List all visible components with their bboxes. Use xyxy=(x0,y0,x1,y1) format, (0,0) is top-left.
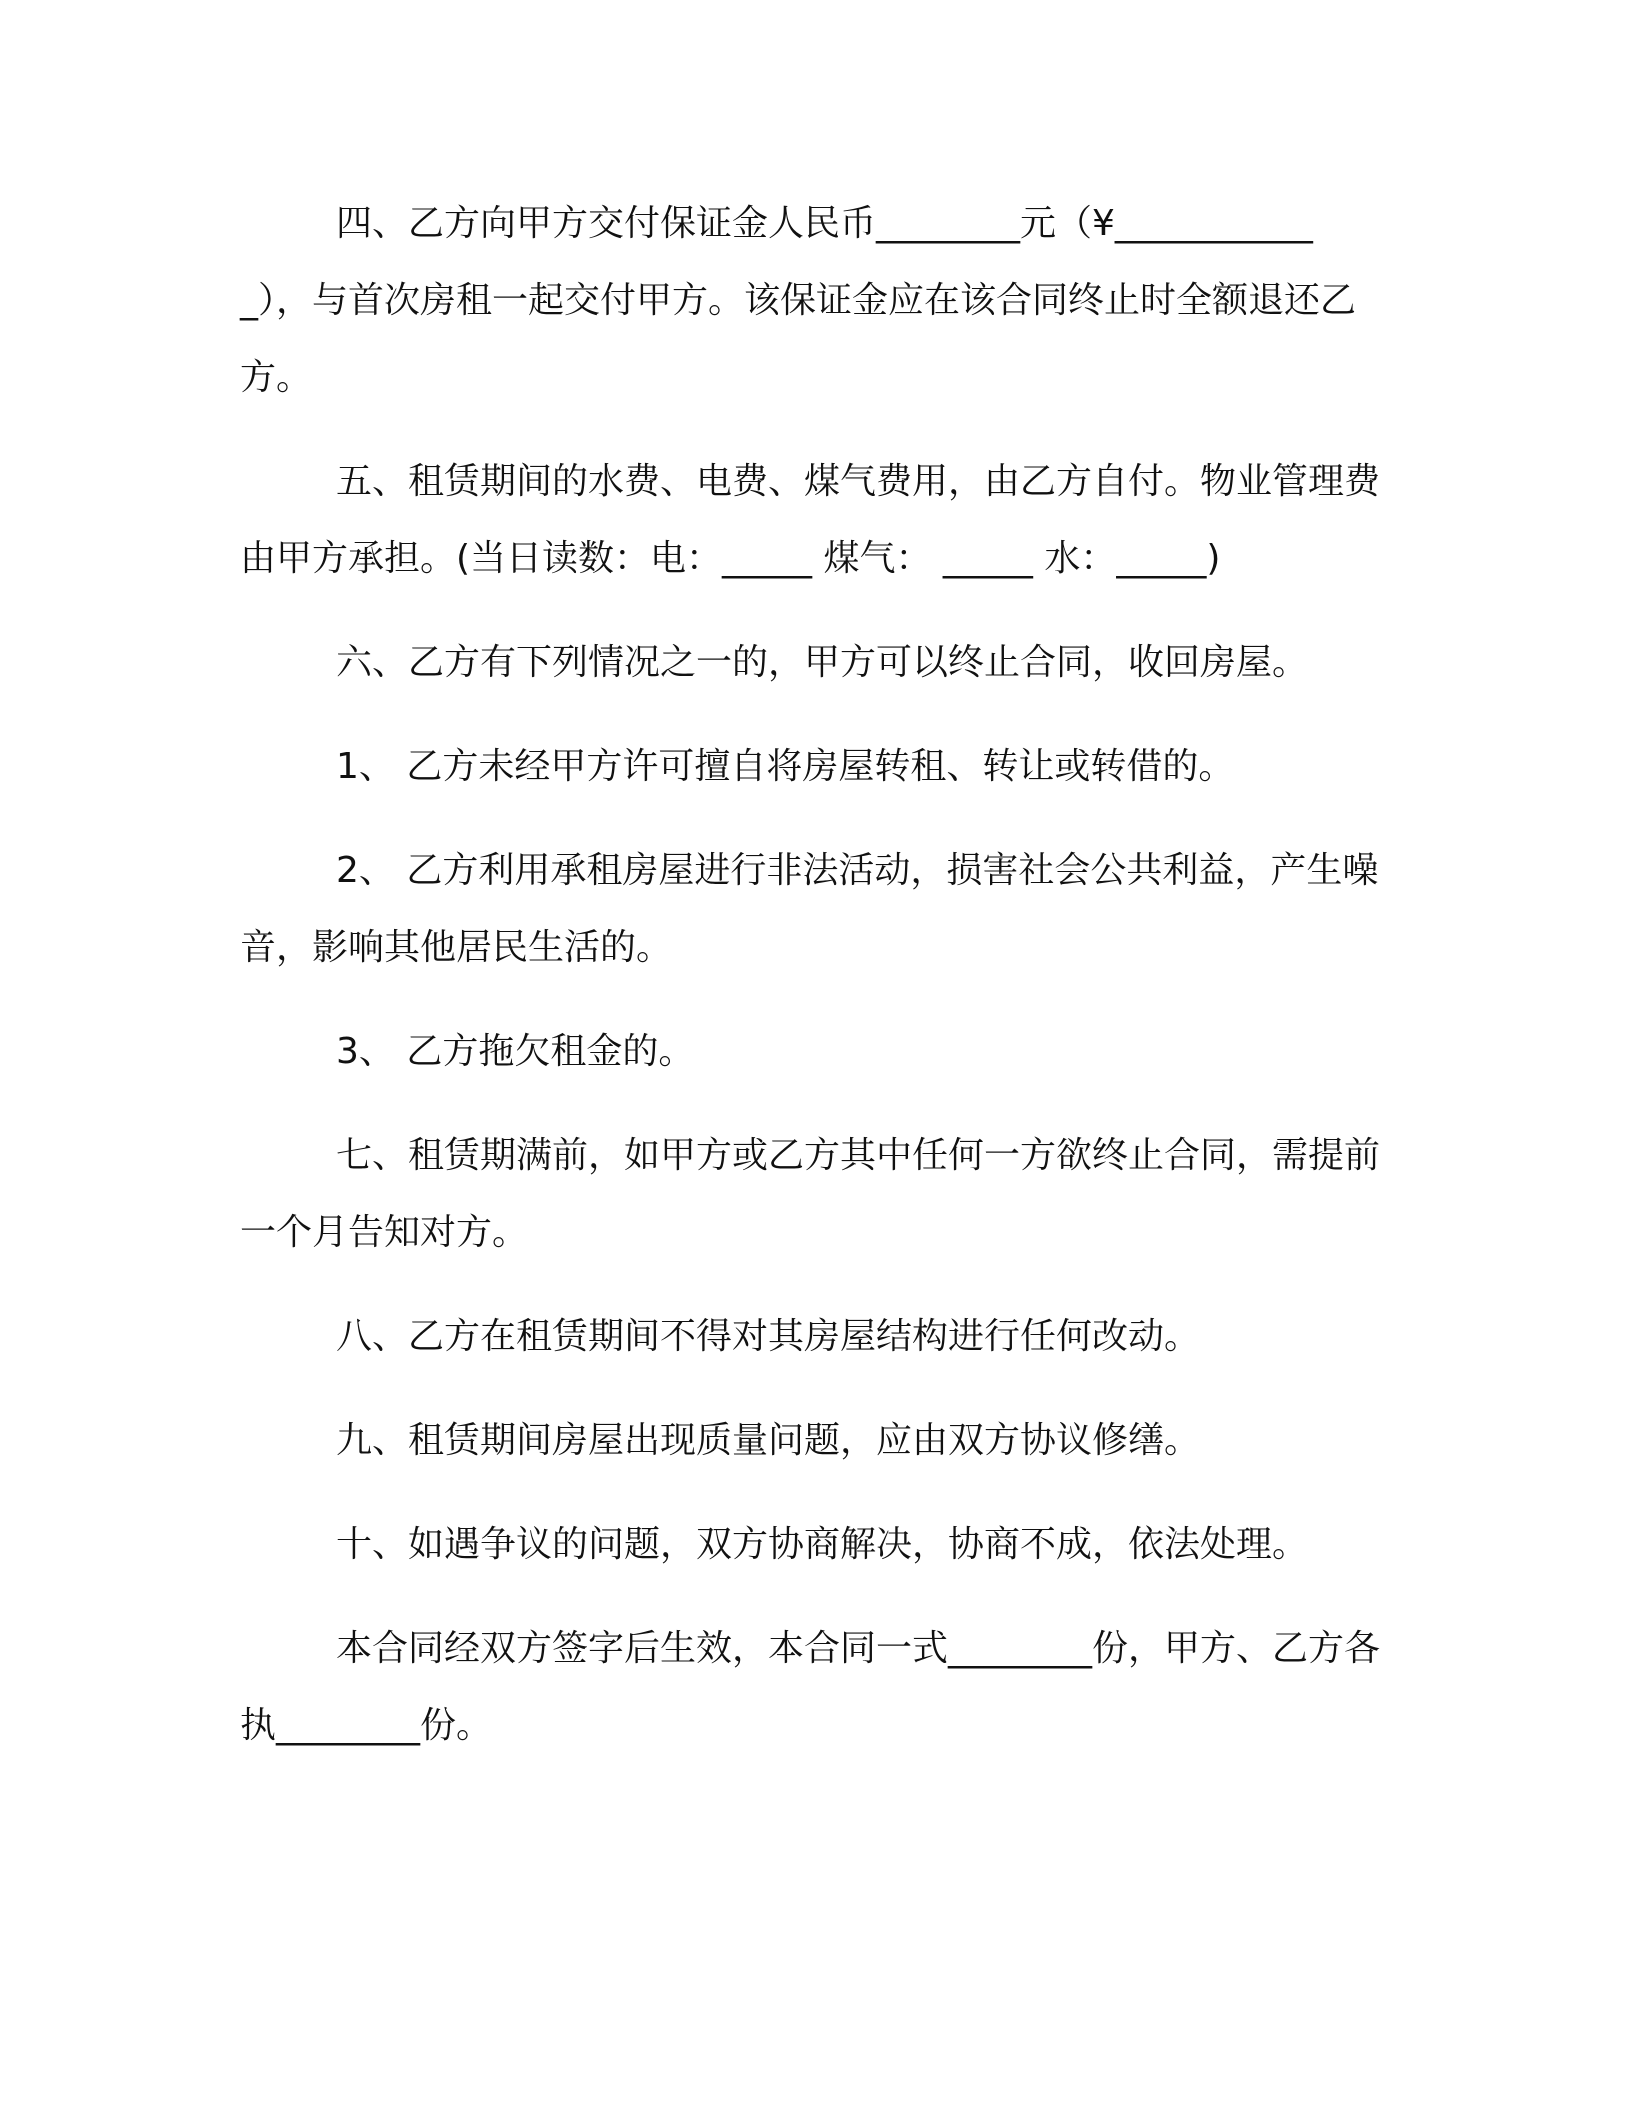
clause-10-disputes: 十、如遇争议的问题，双方协商解决，协商不成，依法处理。 xyxy=(336,1524,1309,1565)
clause-6-item-1: 1、 乙方未经甲方许可擅自将房屋转租、转让或转借的。 xyxy=(336,746,1235,787)
closing-effective-copies: 本合同经双方签字后生效，本合同一式________份，甲方、乙方各执________份。 xyxy=(240,1628,1381,1746)
clause-7-early-termination: 七、租赁期满前，如甲方或乙方其中任何一方欲终止合同，需提前一个月告知对方。 xyxy=(240,1135,1381,1253)
clause-5-utilities: 五、租赁期间的水费、电费、煤气费用，由乙方自付。物业管理费由甲方承担。(当日读数：电：_____ 煤气： _____ 水：_____) xyxy=(240,461,1381,579)
clause-8-structure: 八、乙方在租赁期间不得对其房屋结构进行任何改动。 xyxy=(336,1316,1201,1357)
clause-6-item-2: 2、 乙方利用承租房屋进行非法活动，损害社会公共利益，产生噪音，影响其他居民生活的。 xyxy=(240,850,1379,968)
document-body xyxy=(240,185,1380,1791)
clause-9-repairs: 九、租赁期间房屋出现质量问题，应由双方协议修缮。 xyxy=(336,1420,1201,1461)
clause-4-deposit: 四、乙方向甲方交付保证金人民币________元（¥____________），与首次房租一起交付甲方。该保证金应在该合同终止时全额退还乙方。 xyxy=(240,203,1357,398)
clause-6-item-3: 3、 乙方拖欠租金的。 xyxy=(336,1031,695,1072)
clause-6-termination: 六、乙方有下列情况之一的，甲方可以终止合同，收回房屋。 xyxy=(336,642,1309,683)
